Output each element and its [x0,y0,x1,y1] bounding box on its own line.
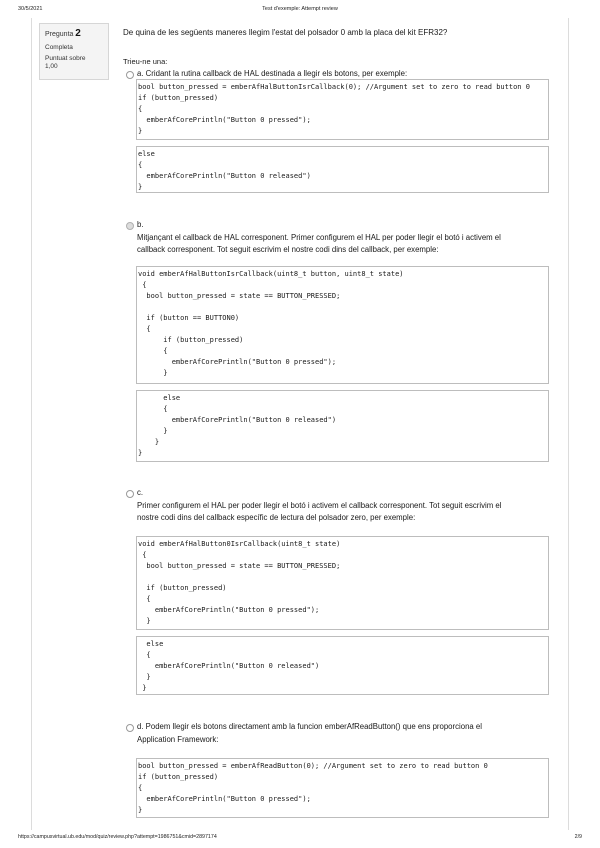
code-line: } [138,369,168,377]
option-d-radio[interactable] [126,724,134,732]
description-line: Primer configurem el HAL per poder llegir el botó i activem el callback corresponent. Tot seguit escrivim el [137,501,502,510]
code-line: { [138,595,151,603]
page-url: https://campusvirtual.ub.edu/mod/quiz/review.php?attempt=1986751&cmid=2897174 [18,834,217,840]
code-line: emberAfCorePrintln("Button 0 released") [138,416,337,424]
code-line [138,302,547,313]
question-state: Completa [45,43,73,51]
code-line: } [138,438,160,446]
option-a-radio[interactable] [126,71,134,79]
code-line: emberAfCorePrintln("Button 0 released") [138,172,311,180]
page-number: 2/9 [574,834,582,840]
code-line: emberAfCorePrintln("Button 0 pressed"); [138,358,337,366]
code-line: emberAfCorePrintln("Button 0 released") [138,662,320,670]
option-d-description [137,734,218,746]
code-line: emberAfCorePrintln("Button 0 pressed"); [138,795,311,803]
code-line: bool button_pressed = state == BUTTON_PRESSED; [138,292,341,300]
code-line: bool button_pressed = emberAfHalButtonIsrCallback(0); //Argument set to zero to read button 0 [138,83,530,91]
option-c-label[interactable]: c. [137,488,144,497]
code-line: if (button_pressed) [138,336,244,344]
code-line: else [138,394,181,402]
code-line: } [138,806,143,814]
code-line: bool button_pressed = emberAfReadButton(0); //Argument set to zero to read button 0 [138,762,488,770]
code-line: bool button_pressed = state == BUTTON_PRESSED; [138,562,341,570]
option-c-code-block-1 [136,536,549,630]
question-number-row [45,28,103,41]
option-b-code-block-2 [136,390,549,462]
code-line: { [138,347,168,355]
content-border-left [31,18,32,830]
option-d-label[interactable]: d. Podem llegir els botons directament amb la funcion emberAfReadButton() que ens proporciona el [137,722,482,731]
code-line: else [138,640,164,648]
question-label: Pregunta [45,31,74,38]
score-label: Puntuat sobre [45,54,86,62]
question-text: De quina de les següents maneres llegim l'estat del polsador 0 amb la placa del kit EFR32? [123,28,448,37]
code-line: { [138,325,151,333]
code-line: emberAfCorePrintln("Button 0 pressed"); [138,116,311,124]
option-c-code-block-2 [136,636,549,695]
code-line: { [138,551,147,559]
code-line: { [138,405,168,413]
code-line: } [138,183,143,191]
option-b-label[interactable]: b. [137,220,144,229]
code-line: { [138,651,151,659]
code-line: else [138,150,155,158]
code-line: void emberAfHalButton0IsrCallback(uint8_t state) [138,540,341,548]
code-line: if (button_pressed) [138,584,227,592]
option-c-description [137,500,501,524]
code-line: } [138,127,143,135]
code-line: { [138,161,143,169]
question-info-box [39,23,109,80]
description-line: callback corresponent. Tot seguit escrivim el nostre codi dins del callback, per exemple: [137,245,439,254]
description-line: nostre codi dins del callback específic de lectura del polsador zero, per exemple: [137,513,416,522]
option-a-code-block-1 [136,79,549,140]
option-b-radio[interactable] [126,222,134,230]
option-b-code-block-1 [136,266,549,384]
option-c-radio[interactable] [126,490,134,498]
code-line: } [138,427,168,435]
description-line: Mitjançant el callback de HAL corresponent. Primer configurem el HAL per poder llegir el botó i activem el [137,233,501,242]
code-line: { [138,281,147,289]
content-border-right [568,18,569,830]
print-date: 30/5/2021 [18,6,43,12]
page-title: Test d'exemple: Attempt review [262,6,338,12]
option-a-label[interactable]: a. Cridant la rutina callback de HAL destinada a llegir els botons, per exemple: [137,69,408,78]
code-line: } [138,684,147,692]
code-line: if (button_pressed) [138,773,219,781]
code-line: if (button_pressed) [138,94,219,102]
code-line: } [138,617,151,625]
option-d-code-block-1 [136,758,549,818]
code-line: emberAfCorePrintln("Button 0 pressed"); [138,606,320,614]
score-value: 1,00 [45,62,58,70]
code-line [138,572,547,583]
code-line: } [138,673,151,681]
code-line: } [138,449,143,457]
question-number: 2 [75,28,81,39]
code-line: void emberAfHalButtonIsrCallback(uint8_t button, uint8_t state) [138,270,404,278]
code-line: if (button == BUTTON0) [138,314,240,322]
option-b-description [137,232,501,256]
option-a-code-block-2 [136,146,549,193]
answer-prompt: Trieu-ne una: [123,57,168,66]
description-line: Application Framework: [137,735,219,744]
code-line: { [138,784,143,792]
code-line: { [138,105,143,113]
